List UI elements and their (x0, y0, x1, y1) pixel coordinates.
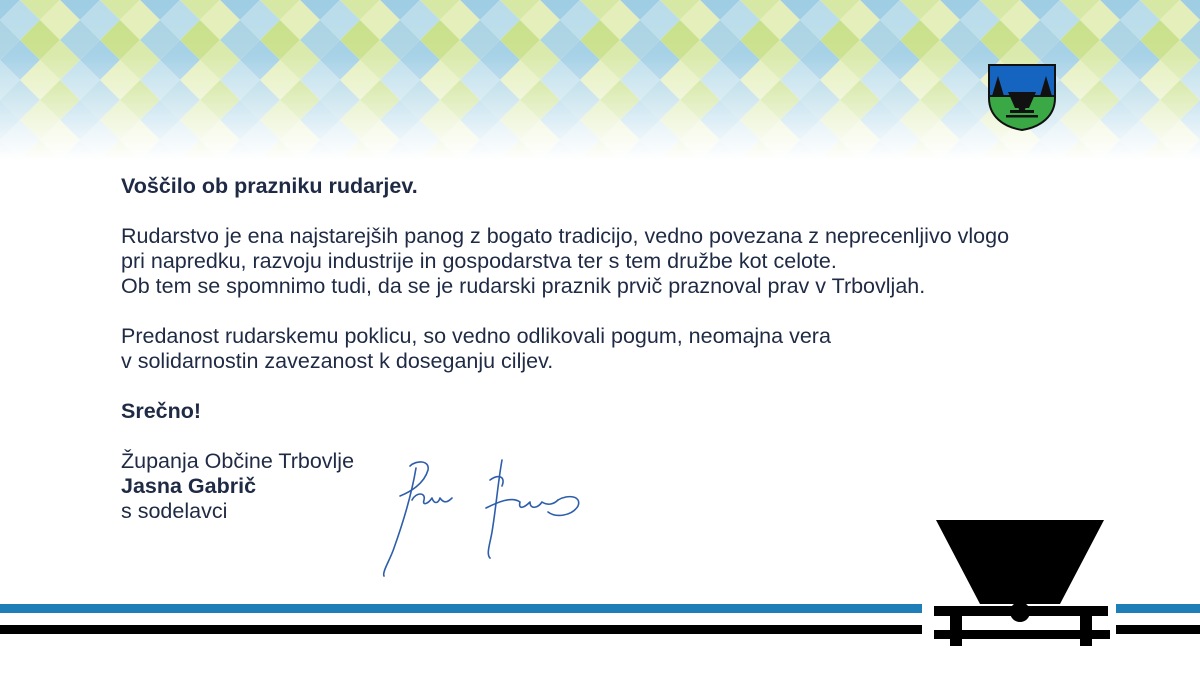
paragraph-line: Ob tem se spomnimo tudi, da se je rudarski praznik prvič praznoval prav v Trbovljah. (121, 274, 926, 298)
mining-cart-icon (924, 512, 1120, 652)
paragraph-line: v solidarnostin zavezanost k doseganju ciljev. (121, 349, 554, 373)
letter-body (121, 174, 1101, 524)
letter-title: Voščilo ob prazniku rudarjev. (121, 174, 418, 198)
paragraph-dedication (121, 324, 1101, 374)
sender-suffix: s sodelavci (121, 499, 228, 523)
paragraph-tradition (121, 224, 1101, 299)
paragraph-line: Predanost rudarskemu poklicu, so vedno odlikovali pogum, neomajna vera (121, 324, 831, 348)
greeting: Srečno! (121, 399, 202, 423)
handwritten-signature (372, 452, 592, 580)
paragraph-line: Rudarstvo je ena najstarejših panog z bogato tradicijo, vedno povezana z neprecenljivo vlogo (121, 224, 1010, 248)
sender-name: Jasna Gabrič (121, 474, 257, 498)
trbovlje-coat-of-arms-icon (986, 62, 1058, 132)
paragraph-line: pri napredku, razvoju industrije in gospodarstva ter s tem družbe kot celote. (121, 249, 837, 273)
sender-role: Županja Občine Trbovlje (121, 449, 355, 473)
